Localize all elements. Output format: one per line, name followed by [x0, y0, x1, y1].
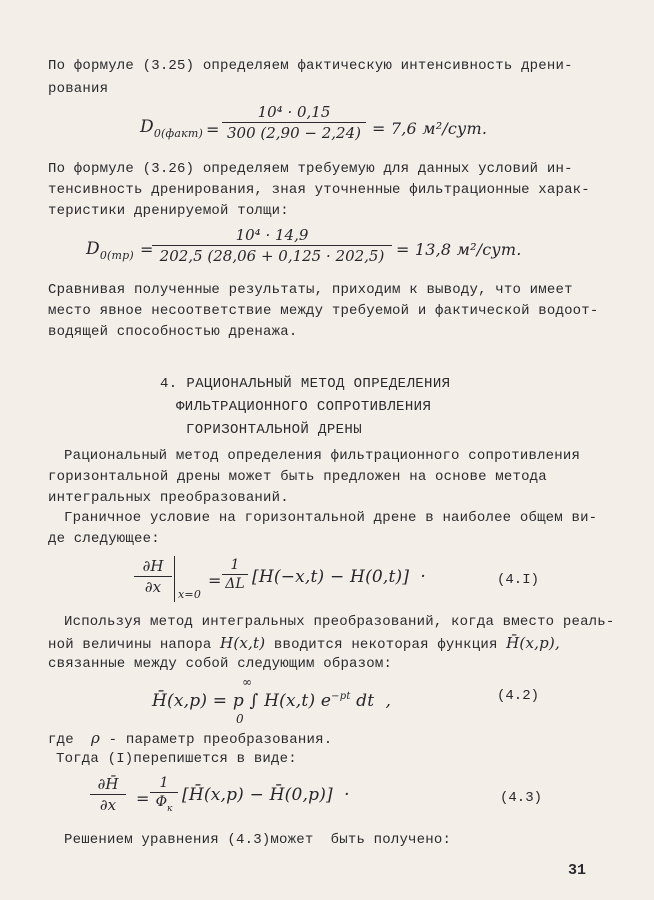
paragraph-3-line-3: водящей способностью дренажа. — [48, 324, 298, 340]
paragraph-2-line-1: По формуле (3.26) определяем требуемую для данных условий ин- — [48, 161, 573, 177]
section-heading-line-2: ФИЛЬТРАЦИОННОГО СОПРОТИВЛЕНИЯ — [176, 399, 432, 415]
inline-transformed-function: H̄(x,p), — [506, 634, 560, 652]
equation-4-1-evaluation-bar — [174, 556, 175, 602]
paragraph-8: Тогда (I)перепишется в виде: — [56, 751, 297, 767]
equation-4-1-body: [H(−x,t) − H(0,t)] · — [252, 567, 427, 587]
equation-4-1-number: (4.I) — [497, 572, 540, 588]
formula-1-denominator: 300 (2,90 − 2,24) — [226, 124, 361, 142]
equation-4-2-number: (4.2) — [497, 688, 540, 704]
formula-2-fraction — [152, 226, 392, 265]
equation-4-3-body: [H̄(x,p) − H̄(0,p)] · — [182, 785, 350, 805]
equation-4-3-derivative: ∂H̄ ∂x — [90, 775, 126, 814]
paragraph-4-line-3: интегральных преобразований. — [48, 490, 289, 506]
paragraph-6-line-2: ной величины напора H(x,t) вводится некоторая функция H̄(x,p), — [48, 634, 560, 653]
paragraph-2-line-3: теристики дренируемой толщи: — [48, 203, 289, 219]
paragraph-6-line-3: связанные между собой следующим образом: — [48, 656, 393, 672]
formula-2-lhs: $D_{0(тр)}$ — [86, 239, 134, 262]
paragraph-9: Решением уравнения (4.3)может быть получено: — [64, 832, 452, 848]
equation-4-1-equals: = — [208, 571, 222, 590]
paragraph-4-line-1: Рациональный метод определения фильтрационного сопротивления — [64, 448, 581, 464]
paragraph-3-line-2: место явное несоответствие между требуемой и фактической водоот- — [48, 303, 599, 319]
equation-4-1-subscript: x=0 — [178, 588, 202, 601]
equation-4-3-coefficient: 1 $\Phi_к$ — [150, 775, 178, 814]
section-heading-line-3: ГОРИЗОНТАЛЬНОЙ ДРЕНЫ — [186, 422, 363, 438]
paragraph-1-line-2: рования — [48, 81, 109, 97]
section-heading-line-1: 4. РАЦИОНАЛЬНЫЙ МЕТОД ОПРЕДЕЛЕНИЯ — [160, 376, 451, 392]
inline-parameter: ρ — [91, 729, 101, 747]
paragraph-7: где ρ - параметр преобразования. — [48, 729, 333, 748]
paragraph-6-line-1: Используя метод интегральных преобразований, когда вместо реаль- — [64, 614, 615, 630]
equation-4-2-upper-limit: ∞ — [242, 675, 253, 689]
paragraph-1-line-1: По формуле (3.25) определяем фактическую интенсивность дрени- — [48, 58, 573, 74]
equation-4-1-coefficient: 1 ΔL — [222, 557, 248, 592]
equation-4-2-lower-limit: 0 — [236, 712, 244, 726]
equation-4-1-derivative: ∂H ∂x — [134, 557, 172, 596]
formula-2-equals: = — [140, 240, 154, 259]
equation-4-3-equals: = — [136, 789, 150, 808]
paragraph-4-line-2: горизонтальной дрены может быть предложен на основе метода — [48, 469, 547, 485]
equation-4-3-number: (4.3) — [500, 790, 543, 806]
formula-2-result: = 13,8 м²/сут. — [396, 240, 522, 259]
equation-4-2-body: H̄(x,p) = p ∫ H(x,t) $e^{-pt}$ dt , — [152, 691, 392, 711]
paragraph-2-line-2: тенсивность дренирования, зная уточненные фильтрационные харак- — [48, 182, 590, 198]
formula-1-equals: = — [206, 120, 220, 139]
formula-1-lhs: $D_{0(факт)}$ — [140, 117, 203, 140]
formula-2-denominator: 202,5 (28,06 + 0,125 · 202,5) — [159, 247, 385, 265]
paragraph-3-line-1: Сравнивая полученные результаты, приходим к выводу, что имеет — [48, 282, 573, 298]
paragraph-5-line-1: Граничное условие на горизонтальной дрене в наиболее общем ви- — [64, 510, 598, 526]
paragraph-5-line-2: де следующее: — [48, 531, 160, 547]
page-number: 31 — [568, 862, 587, 879]
formula-1-numerator: 10⁴ · 0,15 — [257, 103, 331, 121]
formula-1-fraction — [222, 103, 366, 142]
formula-1-result: = 7,6 м²/сут. — [372, 119, 488, 138]
formula-2-numerator: 10⁴ · 14,9 — [235, 226, 309, 244]
inline-head-function: H(x,t) — [220, 634, 266, 652]
